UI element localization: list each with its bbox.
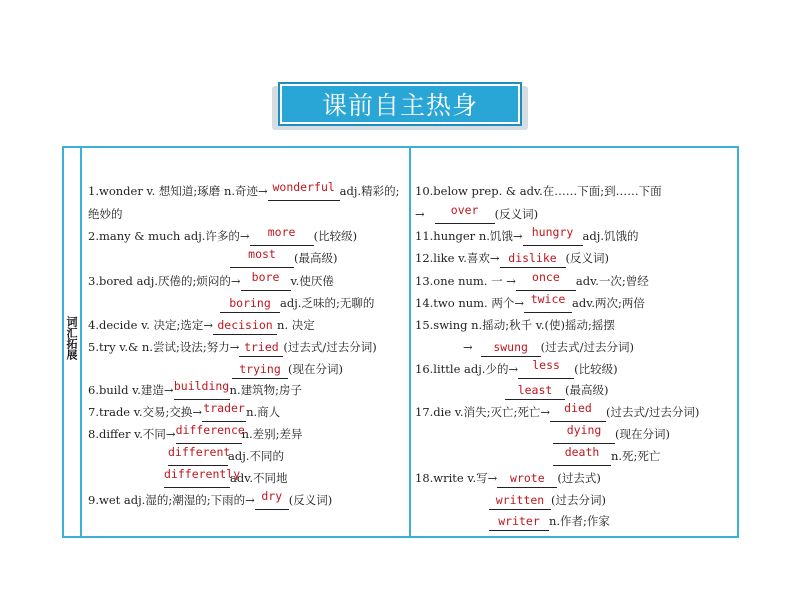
answer-text: tried bbox=[244, 340, 279, 354]
answer-blank bbox=[489, 514, 549, 531]
answer-blank bbox=[489, 493, 551, 510]
line-suffix: n.建筑物;房子 bbox=[229, 383, 302, 397]
answer-text: wonderful bbox=[272, 180, 335, 194]
line-suffix: n. 决定 bbox=[277, 318, 315, 332]
line-suffix: adv.不同地 bbox=[230, 471, 288, 485]
answer-blank bbox=[255, 489, 289, 510]
vocab-line bbox=[553, 423, 670, 445]
answer-blank bbox=[523, 225, 583, 246]
answer-text: hungry bbox=[531, 225, 574, 239]
answer-text: dying bbox=[566, 423, 602, 437]
answer-text: different bbox=[168, 445, 231, 459]
answer-text: most bbox=[248, 247, 276, 261]
line-suffix: (过去式/过去分词) bbox=[283, 340, 377, 354]
answer-text: trying bbox=[239, 362, 281, 376]
line-text: 9.wet adj.湿的;潮湿的;下雨的→ bbox=[88, 493, 255, 507]
answer-blank bbox=[213, 318, 277, 335]
answer-text: over bbox=[450, 203, 479, 217]
line-text: 18.write v.写→ bbox=[415, 471, 498, 485]
line-text: 11.hunger n.饥饿→ bbox=[415, 229, 523, 243]
line-text: 1.wonder v. 想知道;琢磨 n.奇迹→ bbox=[88, 184, 268, 198]
line-suffix: (反义词) bbox=[565, 251, 609, 265]
answer-text: boring bbox=[229, 296, 271, 310]
line-suffix: v.使厌倦 bbox=[290, 274, 334, 288]
vocab-line bbox=[168, 445, 284, 467]
answer-text: written bbox=[495, 493, 545, 507]
answer-blank bbox=[505, 383, 565, 400]
line-suffix: (过去分词) bbox=[551, 493, 606, 507]
line-suffix: (反义词) bbox=[288, 493, 333, 507]
line-suffix: (现在分词) bbox=[615, 427, 670, 441]
answer-text: swung bbox=[493, 340, 528, 354]
vocab-line bbox=[415, 225, 638, 247]
line-suffix: adv.两次;两倍 bbox=[572, 296, 645, 310]
banner-title: 课前自主热身 bbox=[321, 91, 478, 120]
answer-text: wrote bbox=[510, 471, 545, 485]
line-text: 绝妙的 bbox=[88, 207, 123, 221]
answer-blank bbox=[497, 471, 557, 488]
line-suffix: (比较级) bbox=[574, 362, 618, 376]
line-text: 6.build v.建造→ bbox=[88, 383, 174, 397]
answer-blank bbox=[435, 203, 495, 224]
answer-blank bbox=[553, 445, 611, 466]
vocab-line bbox=[88, 270, 334, 292]
vocab-line bbox=[232, 358, 343, 380]
answer-blank bbox=[230, 247, 294, 268]
answer-blank bbox=[173, 379, 230, 400]
vocab-line bbox=[220, 292, 374, 314]
answer-blank bbox=[250, 225, 314, 246]
vocab-line bbox=[88, 203, 123, 225]
side-label-text: 词汇拓展 bbox=[65, 316, 78, 360]
line-suffix: (过去式/过去分词) bbox=[605, 405, 700, 419]
line-text: 13.one num. 一 → bbox=[415, 274, 516, 288]
vocab-line bbox=[505, 379, 608, 401]
answer-text: difference bbox=[175, 423, 245, 437]
answer-blank bbox=[481, 340, 541, 357]
vocab-line bbox=[415, 270, 649, 292]
vocab-line bbox=[415, 358, 618, 380]
line-suffix: n.差别;差异 bbox=[241, 427, 303, 441]
line-suffix: (比较级) bbox=[313, 229, 358, 243]
answer-blank bbox=[516, 270, 576, 291]
banner-box bbox=[280, 84, 520, 124]
answer-text: dislike bbox=[508, 251, 557, 265]
line-text: 15.swing n.摇动;秋千 v.(使)摇动;摇摆 bbox=[415, 318, 615, 332]
line-suffix: (过去式/过去分词) bbox=[540, 340, 634, 354]
answer-blank bbox=[220, 296, 280, 313]
vocab-line bbox=[489, 510, 610, 532]
vocab-line bbox=[88, 379, 302, 401]
line-suffix: adj.乏味的;无聊的 bbox=[280, 296, 375, 310]
vocab-line bbox=[489, 489, 606, 511]
vocab-line bbox=[88, 423, 303, 445]
answer-text: died bbox=[564, 401, 592, 415]
vocab-line bbox=[415, 314, 615, 336]
vocab-line bbox=[415, 292, 645, 314]
section-banner bbox=[272, 84, 528, 130]
line-text: 8.differ v.不同→ bbox=[88, 427, 176, 441]
line-text: → bbox=[415, 207, 425, 221]
line-text: 17.die v.消失;灭亡;死亡→ bbox=[415, 405, 550, 419]
answer-text: least bbox=[517, 383, 553, 397]
vocab-line bbox=[415, 401, 699, 423]
vocab-line bbox=[415, 467, 601, 489]
answer-text: writer bbox=[498, 514, 540, 528]
vocab-line bbox=[88, 336, 377, 358]
answer-blank bbox=[524, 292, 572, 313]
line-text: 7.trade v.交易;交换→ bbox=[88, 405, 203, 419]
answer-text: death bbox=[564, 445, 600, 459]
answer-text: more bbox=[267, 225, 296, 239]
vocab-line bbox=[415, 180, 662, 202]
answer-blank bbox=[164, 467, 241, 488]
line-suffix: (过去式) bbox=[557, 471, 601, 485]
vocab-line bbox=[88, 401, 280, 423]
line-suffix: (现在分词) bbox=[288, 362, 343, 376]
answer-blank bbox=[268, 180, 340, 201]
line-suffix: (反义词) bbox=[494, 207, 539, 221]
answer-blank bbox=[518, 358, 574, 379]
line-text: 10.below prep. & adv.在……下面;到……下面 bbox=[415, 184, 662, 198]
vocab-line bbox=[88, 489, 332, 511]
answer-text: trader bbox=[203, 401, 245, 415]
answer-text: differently bbox=[164, 467, 241, 481]
side-label-cell bbox=[62, 146, 82, 538]
vocab-line bbox=[553, 445, 660, 467]
vocab-line bbox=[463, 336, 634, 358]
line-text: 16.little adj.少的→ bbox=[415, 362, 519, 376]
answer-blank bbox=[202, 401, 246, 422]
vocab-line bbox=[164, 467, 288, 489]
line-text: 4.decide v. 决定;选定→ bbox=[88, 318, 214, 332]
line-suffix: adv.一次;曾经 bbox=[575, 274, 649, 288]
line-suffix: adj.不同的 bbox=[228, 449, 284, 463]
line-text: 2.many & much adj.许多的→ bbox=[88, 229, 250, 243]
vocab-line bbox=[415, 203, 538, 225]
line-suffix: n.商人 bbox=[246, 405, 281, 419]
vocab-line bbox=[88, 314, 315, 336]
line-text: 12.like v.喜欢→ bbox=[415, 251, 500, 265]
line-suffix: n.死;死亡 bbox=[611, 449, 661, 463]
vocab-line bbox=[230, 247, 337, 269]
answer-blank bbox=[550, 401, 606, 422]
line-suffix: adj.精彩的; bbox=[339, 184, 400, 198]
vocab-line bbox=[88, 225, 357, 247]
answer-blank bbox=[239, 340, 283, 357]
answer-text: twice bbox=[530, 292, 566, 306]
line-suffix: adj.饥饿的 bbox=[582, 229, 639, 243]
line-text: 5.try v.& n.尝试;设法;努力→ bbox=[88, 340, 240, 354]
answer-blank bbox=[175, 423, 245, 444]
answer-text: once bbox=[532, 270, 560, 284]
answer-text: bore bbox=[251, 270, 280, 284]
answer-blank bbox=[553, 423, 615, 444]
line-text: → bbox=[463, 340, 473, 354]
line-text: 3.bored adj.厌倦的;烦闷的→ bbox=[88, 274, 241, 288]
vocab-line bbox=[415, 247, 609, 269]
answer-blank bbox=[168, 445, 231, 466]
answer-blank bbox=[500, 251, 566, 268]
answer-text: building bbox=[173, 379, 230, 393]
answer-text: dry bbox=[261, 489, 283, 503]
vocab-line bbox=[88, 180, 399, 202]
line-suffix: (最高级) bbox=[294, 251, 338, 265]
answer-blank bbox=[232, 362, 288, 379]
answer-blank bbox=[241, 270, 291, 291]
line-text: 14.two num. 两个→ bbox=[415, 296, 524, 310]
answer-text: decision bbox=[217, 318, 273, 332]
column-divider bbox=[409, 146, 411, 538]
line-suffix: n.作者;作家 bbox=[549, 514, 610, 528]
line-suffix: (最高级) bbox=[565, 383, 609, 397]
answer-text: less bbox=[532, 358, 560, 372]
